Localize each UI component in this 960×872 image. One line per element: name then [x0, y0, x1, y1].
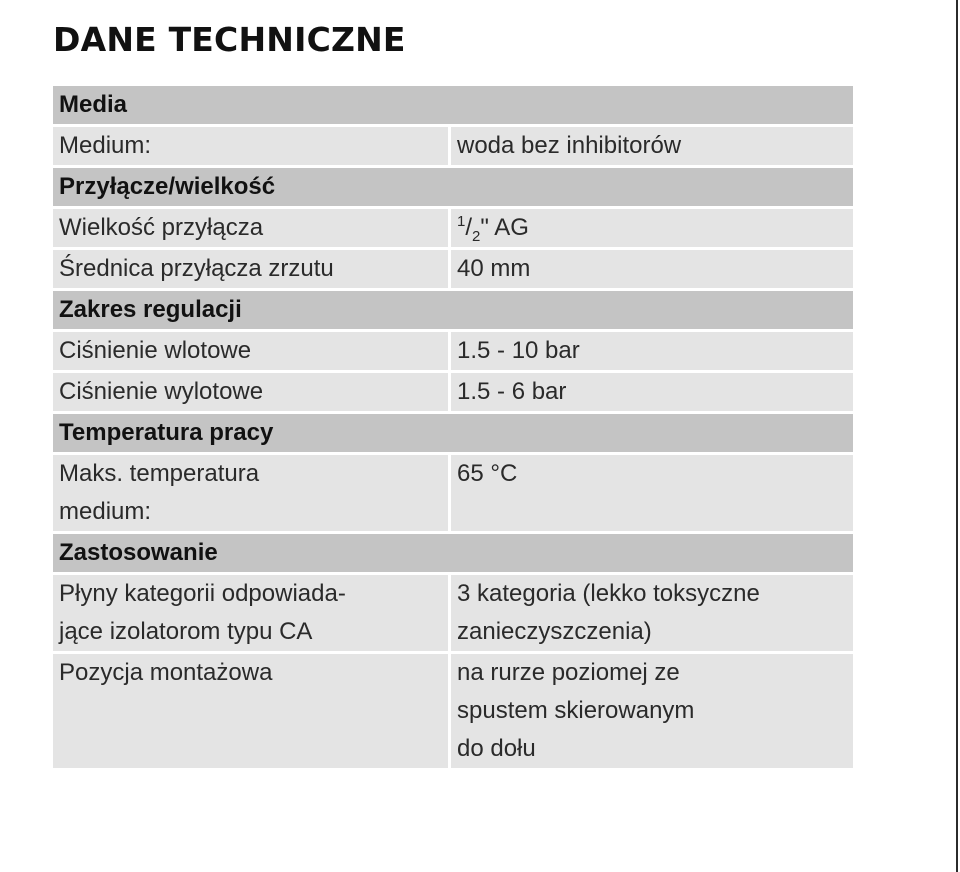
spec-label-line: Maks. temperatura	[59, 460, 260, 487]
table-row	[53, 250, 853, 291]
spec-value: 1.5 - 10 bar	[451, 332, 853, 373]
spec-label: Ciśnienie wylotowe	[53, 373, 451, 414]
spec-value-line: na rurze poziomej ze	[457, 659, 680, 686]
section-header-media	[53, 86, 853, 127]
section-heading: Zastosowanie	[53, 534, 853, 575]
value-suffix: " AG	[480, 214, 529, 241]
section-header-temperature	[53, 414, 853, 455]
fraction-denominator: 2	[472, 227, 481, 245]
spec-value: 1.5 - 6 bar	[451, 373, 853, 414]
table-row	[53, 455, 853, 534]
spec-value	[451, 209, 853, 250]
spec-value	[451, 654, 853, 771]
table-row	[53, 373, 853, 414]
fraction-numerator: 1	[457, 213, 466, 230]
spec-label: Medium:	[53, 127, 451, 168]
fraction-value: $^1/_2$	[457, 213, 481, 245]
section-header-connection	[53, 168, 853, 209]
spec-value: 65 °C	[451, 455, 853, 534]
spec-table	[53, 86, 853, 771]
section-heading: Przyłącze/wielkość	[53, 168, 853, 209]
spec-label: Wielkość przyłącza	[53, 209, 451, 250]
table-row	[53, 332, 853, 373]
section-heading: Temperatura pracy	[53, 414, 853, 455]
spec-label-line: jące izolatorom typu CA	[59, 618, 313, 645]
spec-value-line: spustem skierowanym	[457, 697, 695, 724]
page-title: DANE TECHNICZNE	[53, 20, 406, 59]
section-header-range	[53, 291, 853, 332]
section-heading: Media	[53, 86, 853, 127]
spec-label: Średnica przyłącza zrzutu	[53, 250, 451, 291]
spec-value	[451, 575, 853, 654]
spec-label	[53, 455, 451, 534]
section-heading: Zakres regulacji	[53, 291, 853, 332]
spec-label-line: Płyny kategorii odpowiada-	[59, 580, 346, 607]
spec-label-line: medium:	[59, 498, 152, 525]
table-row	[53, 209, 853, 250]
spec-label: Ciśnienie wlotowe	[53, 332, 451, 373]
table-row	[53, 575, 853, 654]
spec-value-line: zanieczyszczenia)	[457, 618, 652, 645]
spec-value: woda bez inhibitorów	[451, 127, 853, 168]
table-row	[53, 654, 853, 771]
table-row	[53, 127, 853, 168]
page-edge-line	[956, 0, 958, 872]
spec-label	[53, 575, 451, 654]
spec-value: 40 mm	[451, 250, 853, 291]
spec-value-line: 3 kategoria (lekko toksyczne	[457, 580, 760, 607]
spec-value-line: do dołu	[457, 735, 536, 762]
spec-label: Pozycja montażowa	[53, 654, 451, 771]
section-header-application	[53, 534, 853, 575]
